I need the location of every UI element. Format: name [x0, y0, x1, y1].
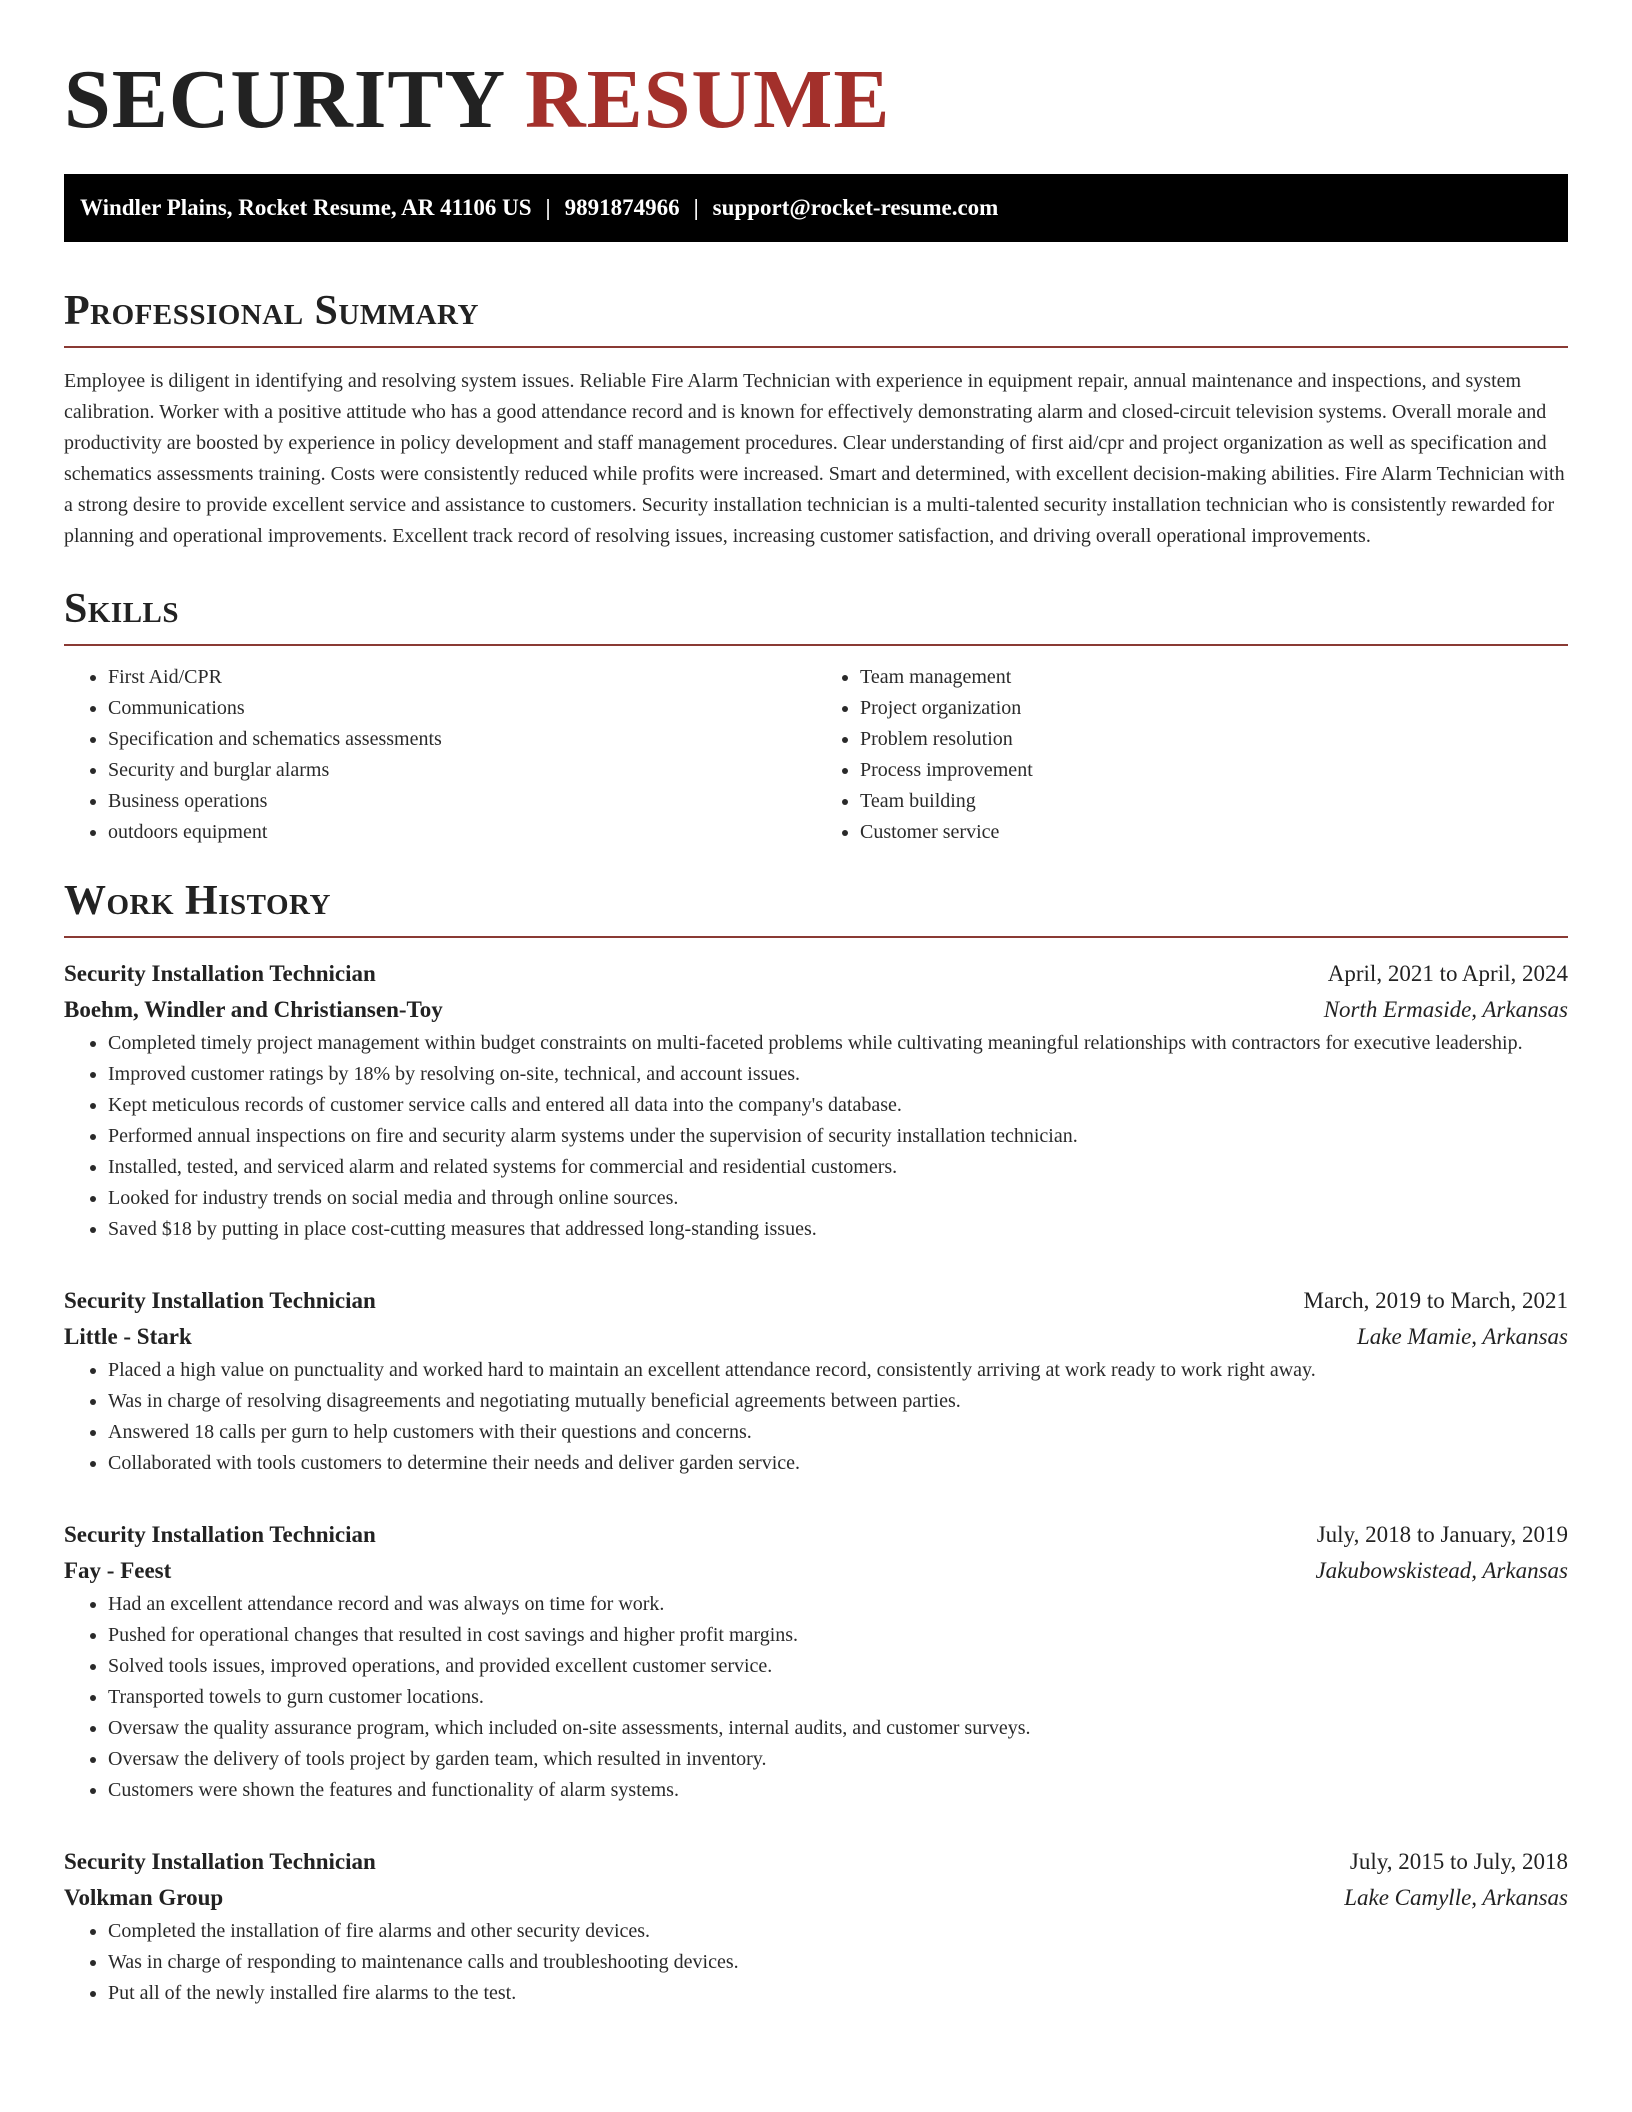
job-header-row	[64, 1517, 1568, 1553]
skill-item: • Customer service	[860, 817, 1568, 848]
job-bullet: • Completed timely project management within budget constraints on multi-faceted problems while cultivating meaningful relationships with contractors for executive leadership.	[108, 1028, 1568, 1059]
work-history-heading: Work History	[64, 880, 1568, 938]
job-bullet: • Pushed for operational changes that resulted in cost savings and higher profit margins.	[108, 1620, 1568, 1651]
job-bullet: • Collaborated with tools customers to determine their needs and deliver garden service.	[108, 1448, 1568, 1479]
skill-item: • First Aid/CPR	[108, 662, 816, 693]
job-dates: July, 2018 to January, 2019	[1316, 1522, 1568, 1548]
skill-item: • Communications	[108, 693, 816, 724]
job-company-row	[64, 1880, 1568, 1916]
job-bullet: • Put all of the newly installed fire alarms to the test.	[108, 1978, 1568, 2009]
skill-item: • Project organization	[860, 693, 1568, 724]
job-bullet: • Solved tools issues, improved operations, and provided excellent customer service.	[108, 1651, 1568, 1682]
job-bullet: • Looked for industry trends on social media and through online sources.	[108, 1183, 1568, 1214]
skill-item: • Business operations	[108, 786, 816, 817]
summary-heading: Professional Summary	[64, 290, 1568, 348]
job-title: Security Installation Technician	[64, 961, 376, 987]
skills-list-right	[816, 662, 1568, 848]
job-location: Jakubowskistead, Arkansas	[1315, 1558, 1568, 1584]
job-bullet-list	[64, 1589, 1568, 1806]
job-bullet: • Oversaw the quality assurance program, which included on-site assessments, internal audits, and customer surveys.	[108, 1713, 1568, 1744]
job-dates: April, 2021 to April, 2024	[1327, 961, 1568, 987]
skills-column-right	[816, 662, 1568, 848]
job-bullet: • Had an excellent attendance record and was always on time for work.	[108, 1589, 1568, 1620]
job-bullet: • Customers were shown the features and functionality of alarm systems.	[108, 1775, 1568, 1806]
job-bullet-list	[64, 1355, 1568, 1479]
skill-item: • Specification and schematics assessments	[108, 724, 816, 755]
job-title: Security Installation Technician	[64, 1849, 376, 1875]
summary-text: Employee is diligent in identifying and resolving system issues. Reliable Fire Alarm Technician with experience in equipment repair, annual maintenance and inspections, and system calibration. Worker with a positive attitude who has a good attendance record and is known for effectively demonstrating alarm and closed-circuit television systems. Overall morale and productivity are boosted by experience in policy development and staff management procedures. Clear understanding of first aid/cpr and project organization as well as specification and schematics assessments training. Costs were consistently reduced while profits were increased. Smart and determined, with excellent decision-making abilities. Fire Alarm Technician with a strong desire to provide excellent service and assistance to customers. Security installation technician is a multi-talented security installation technician who is consistently rewarded for planning and operational improvements. Excellent track record of resolving issues, increasing customer satisfaction, and driving overall operational improvements.	[64, 370, 1565, 548]
job-company: Fay - Feest	[64, 1558, 172, 1584]
job-company: Boehm, Windler and Christiansen-Toy	[64, 997, 443, 1023]
job-bullet: • Was in charge of resolving disagreements and negotiating mutually beneficial agreements between parties.	[108, 1386, 1568, 1417]
job-bullet-list	[64, 1028, 1568, 1245]
job-entry	[64, 1844, 1568, 2009]
job-entry	[64, 1517, 1568, 1806]
title-accent: RESUME	[525, 53, 891, 146]
job-location: Lake Mamie, Arkansas	[1356, 1324, 1568, 1350]
contact-address: Windler Plains, Rocket Resume, AR 41106 US	[80, 195, 532, 221]
contact-bar	[64, 174, 1568, 242]
job-header-row	[64, 1844, 1568, 1880]
job-company-row	[64, 1553, 1568, 1589]
job-bullet: • Kept meticulous records of customer service calls and entered all data into the company's database.	[108, 1090, 1568, 1121]
job-bullet-list	[64, 1916, 1568, 2009]
job-title: Security Installation Technician	[64, 1288, 376, 1314]
job-location: Lake Camylle, Arkansas	[1344, 1885, 1568, 1911]
job-bullet: • Oversaw the delivery of tools project by garden team, which resulted in inventory.	[108, 1744, 1568, 1775]
skills-column-left	[64, 662, 816, 848]
job-dates: July, 2015 to July, 2018	[1349, 1849, 1568, 1875]
job-bullet: • Answered 18 calls per gurn to help customers with their questions and concerns.	[108, 1417, 1568, 1448]
job-company-row	[64, 1319, 1568, 1355]
skill-item: • Security and burglar alarms	[108, 755, 816, 786]
contact-email[interactable]: support@rocket-resume.com	[712, 195, 999, 221]
job-company: Volkman Group	[64, 1885, 224, 1911]
job-bullet: • Transported towels to gurn customer locations.	[108, 1682, 1568, 1713]
summary-section	[64, 290, 1568, 552]
contact-separator: |	[693, 195, 699, 221]
job-company-row	[64, 992, 1568, 1028]
job-company: Little - Stark	[64, 1324, 192, 1350]
skill-item: • Team management	[860, 662, 1568, 693]
skills-list-left	[64, 662, 816, 848]
work-history-section	[64, 880, 1568, 2009]
skill-item: • Process improvement	[860, 755, 1568, 786]
job-entry	[64, 1283, 1568, 1479]
skill-item: • Problem resolution	[860, 724, 1568, 755]
title-main: SECURITY	[64, 53, 503, 146]
job-bullet: • Performed annual inspections on fire and security alarm systems under the supervision of security installation technician.	[108, 1121, 1568, 1152]
job-title: Security Installation Technician	[64, 1522, 376, 1548]
job-location: North Ermaside, Arkansas	[1323, 997, 1568, 1023]
resume-title	[64, 0, 1568, 146]
contact-separator: |	[545, 195, 551, 221]
job-bullet: • Improved customer ratings by 18% by resolving on-site, technical, and account issues.	[108, 1059, 1568, 1090]
job-dates: March, 2019 to March, 2021	[1303, 1288, 1568, 1314]
job-bullet: • Placed a high value on punctuality and worked hard to maintain an excellent attendance record, consistently arriving at work ready to work right away.	[108, 1355, 1568, 1386]
job-bullet: • Installed, tested, and serviced alarm and related systems for commercial and residential customers.	[108, 1152, 1568, 1183]
job-entry	[64, 956, 1568, 1245]
skills-grid	[64, 662, 1568, 848]
skills-heading: Skills	[64, 588, 1568, 646]
job-header-row	[64, 1283, 1568, 1319]
job-bullet: • Completed the installation of fire alarms and other security devices.	[108, 1916, 1568, 1947]
job-bullet: • Saved $18 by putting in place cost-cutting measures that addressed long-standing issues.	[108, 1214, 1568, 1245]
skills-section	[64, 588, 1568, 848]
skill-item: • outdoors equipment	[108, 817, 816, 848]
contact-phone: 9891874966	[564, 195, 680, 221]
job-bullet: • Was in charge of responding to maintenance calls and troubleshooting devices.	[108, 1947, 1568, 1978]
job-header-row	[64, 956, 1568, 992]
skill-item: • Team building	[860, 786, 1568, 817]
